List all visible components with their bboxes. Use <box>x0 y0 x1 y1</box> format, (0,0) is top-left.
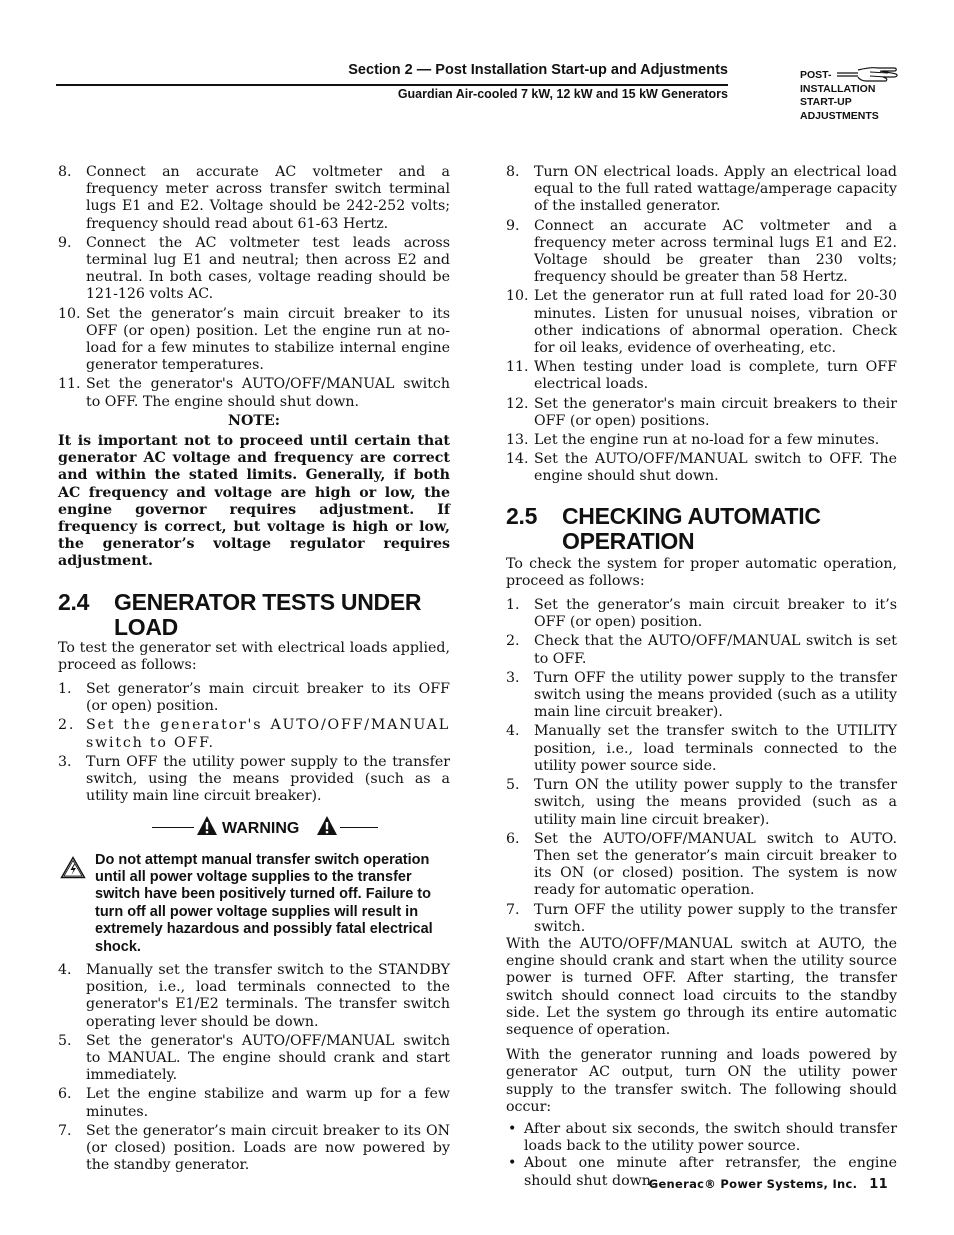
item-text: When testing under load is complete, turn OFF electrical loads. <box>534 359 897 393</box>
item-text: Turn OFF the utility power supply to the transfer switch using the means provided (such as a utility main line circuit breaker). <box>534 669 897 721</box>
bullet-text: About one minute after retransfer, the engine should shut down. <box>524 1155 897 1189</box>
section-intro: To check the system for proper automatic operation, proceed as follows: <box>506 555 897 589</box>
list-item <box>506 288 897 357</box>
item-text: Let the generator run at full rated load for 20-30 minutes. Listen for unusual noises, vibration or other indications of abnormal operation. Check for oil leaks, evidence of overheating, etc. <box>534 288 897 357</box>
section-title-line: OPERATION <box>562 527 695 554</box>
warning-rule-left <box>152 827 194 828</box>
item-text: Manually set the transfer switch to the STANDBY position, i.e., load terminals connected to the generator's E1/E2 terminals. The transfer switch operating lever should be down. <box>86 961 450 1030</box>
item-number: 5. <box>506 777 520 794</box>
item-text: Let the engine run at no-load for a few minutes. <box>534 432 880 449</box>
warning-icon <box>316 815 338 836</box>
left-column <box>58 164 450 1176</box>
warning-icon <box>196 815 218 836</box>
section-heading <box>58 590 450 640</box>
list-item <box>58 717 450 751</box>
item-number: 6. <box>58 1086 72 1103</box>
list-item <box>58 306 450 375</box>
list-item <box>506 359 897 393</box>
item-number: 7. <box>506 901 520 918</box>
item-text: Turn OFF the utility power supply to the transfer switch, using the means provided (such as a utility main line circuit breaker). <box>86 753 450 805</box>
item-text: Set the generator’s main circuit breaker to it’s OFF (or open) position. <box>534 597 897 631</box>
footer-company: Generac® Power Systems, Inc. <box>648 1177 858 1191</box>
item-text: Manually set the transfer switch to the UTILITY position, i.e., load terminals connected to the utility power source side. <box>534 723 897 774</box>
item-number: 10. <box>58 305 81 322</box>
list-item <box>58 681 450 715</box>
bullet-item <box>506 1121 897 1155</box>
list-item <box>506 633 897 667</box>
item-number: 5. <box>58 1032 72 1049</box>
section-intro: To test the generator set with electrical loads applied, proceed as follows: <box>58 639 450 673</box>
page-footer <box>649 1177 888 1192</box>
list-item <box>506 902 897 936</box>
item-number: 8. <box>506 164 520 180</box>
item-number: 2. <box>506 633 520 650</box>
bullet-icon: • <box>508 1120 517 1137</box>
item-number: 11. <box>506 359 529 376</box>
side-label-line: POST- <box>800 69 832 81</box>
item-text: Turn ON electrical loads. Apply an electrical load equal to the full rated wattage/amperage capacity of the installed generator. <box>534 164 897 215</box>
item-number: 6. <box>506 830 520 847</box>
item-number: 3. <box>58 753 72 770</box>
note-title: NOTE: <box>228 412 280 429</box>
list-item <box>506 218 897 287</box>
item-number: 2. <box>58 717 76 734</box>
pointing-hand-icon <box>836 64 900 84</box>
procedure-list <box>506 597 897 936</box>
body-paragraph: With the generator running and loads powered by generator AC output, turn ON the utility power supply to the transfer switch. The following should occur: <box>506 1047 897 1115</box>
item-text: Set the generator's AUTO/OFF/MANUAL switch to MANUAL. The engine should crank and start immediately. <box>86 1032 450 1084</box>
list-item <box>58 1123 450 1175</box>
item-number: 1. <box>58 681 72 698</box>
item-text: Set the generator's AUTO/OFF/MANUAL switch to OFF. The engine should shut down. <box>86 376 450 410</box>
item-number: 1. <box>506 597 520 614</box>
bullet-text: After about six seconds, the switch should transfer loads back to the utility power source. <box>524 1120 897 1155</box>
item-text: Turn OFF the utility power supply to the transfer switch. <box>534 901 897 935</box>
item-number: 3. <box>506 669 520 686</box>
right-column <box>506 164 897 1190</box>
note-body: It is important not to proceed until certain that generator AC voltage and frequency are correct and within the stated limits. Generally, if both AC frequency and voltage are high or low, the engine governor requires adjustment. If frequency is correct, but voltage is high or low, the generator’s voltage regulator requires adjustment. <box>58 433 450 570</box>
list-item <box>58 376 450 410</box>
side-label-line: ADJUSTMENTS <box>800 109 879 122</box>
procedure-list <box>506 164 897 486</box>
side-label-line: INSTALLATION <box>800 82 876 95</box>
list-item <box>58 962 450 1031</box>
item-number: 8. <box>58 164 72 180</box>
item-text: Set generator’s main circuit breaker to its OFF (or open) position. <box>86 681 450 715</box>
list-item <box>506 670 897 722</box>
item-number: 9. <box>58 234 72 251</box>
warning-rule-right <box>340 827 378 828</box>
item-number: 7. <box>58 1122 72 1139</box>
section-header-title: Section 2 — Post Installation Start-up and Adjustments <box>348 62 728 78</box>
item-text: Connect an accurate AC voltmeter and a frequency meter across terminal lugs E1 and E2. Voltage should be greater than 230 volts; frequency should be greater than 58 Hertz. <box>534 217 897 286</box>
item-text: Let the engine stabilize and warm up for a few minutes. <box>86 1086 450 1120</box>
list-item <box>506 597 897 631</box>
list-item <box>58 1086 450 1120</box>
list-item <box>58 235 450 304</box>
body-paragraph: With the AUTO/OFF/MANUAL switch at AUTO, the engine should crank and start when the utility source power is turned OFF. After starting, the transfer switch should connect load circuits to the standby side. Let the system go through its entire automatic sequence of operation. <box>506 935 897 1038</box>
warning-text: Do not attempt manual transfer switch operation until all power voltage supplies to the transfer switch have been positively turned off. Failure to turn off all power voltage supplies will result in extremely hazardous and possibly fatal electrical shock. <box>95 851 433 955</box>
list-item <box>506 164 897 216</box>
list-item <box>58 754 450 806</box>
section-title <box>562 504 821 554</box>
bullet-icon: • <box>508 1155 517 1172</box>
procedure-list <box>58 962 450 1174</box>
item-number: 4. <box>506 723 520 740</box>
section-title-line: CHECKING AUTOMATIC <box>562 502 821 529</box>
item-text: Connect an accurate AC voltmeter and a frequency meter across transfer switch terminal lugs E1 and E2. Voltage should be 242-252 volts; frequency should read about 61-63 Hertz. <box>86 164 450 232</box>
item-number: 13. <box>506 432 529 449</box>
list-item <box>506 777 897 829</box>
list-item <box>506 451 897 485</box>
item-text: Set the AUTO/OFF/MANUAL switch to AUTO. Then set the generator’s main circuit breaker to its ON (or closed) position. The system is now ready for automatic operation. <box>534 830 897 899</box>
item-number: 11. <box>58 376 81 393</box>
header-rule <box>56 84 728 86</box>
list-item <box>506 432 897 449</box>
warning-box <box>58 852 450 956</box>
item-number: 12. <box>506 395 529 412</box>
procedure-list <box>58 681 450 805</box>
item-number: 4. <box>58 961 72 978</box>
item-number: 9. <box>506 217 520 234</box>
list-item <box>506 831 897 900</box>
section-number: 2.5 <box>506 502 538 529</box>
section-number: 2.4 <box>58 588 90 615</box>
item-text: Turn ON the utility power supply to the transfer switch, using the means provided (such as a utility main line circuit breaker). <box>534 777 897 828</box>
item-text: Connect the AC voltmeter test leads across terminal lug E1 and neutral; then across E2 and neutral. In both cases, voltage reading should be 121-126 volts AC. <box>86 234 450 303</box>
side-label-line: START-UP <box>800 96 852 108</box>
item-text: Check that the AUTO/OFF/MANUAL switch is set to OFF. <box>534 633 897 667</box>
item-text: Set the generator's main circuit breakers to their OFF (or open) positions. <box>534 395 897 429</box>
section-title: GENERATOR TESTS UNDER LOAD <box>114 588 422 640</box>
list-item <box>506 723 897 775</box>
list-item <box>58 1033 450 1085</box>
item-text: Set the generator’s main circuit breaker to its OFF (or open) position. Let the engine run at no-load for a few minutes to stabilize internal engine generator temperatures. <box>86 305 450 374</box>
section-header-subtitle: Guardian Air-cooled 7 kW, 12 kW and 15 kW Generators <box>397 87 728 101</box>
hazard-icon <box>60 856 86 879</box>
warning-banner <box>58 814 450 842</box>
list-item <box>58 164 450 233</box>
warning-label: WARNING <box>222 819 300 837</box>
item-text: Set the AUTO/OFF/MANUAL switch to OFF. The engine should shut down. <box>534 451 897 485</box>
section-heading <box>506 504 897 554</box>
procedure-list <box>58 164 450 411</box>
item-text: Set the generator's AUTO/OFF/MANUAL switch to OFF. <box>86 717 450 751</box>
page-number: 11 <box>869 1177 888 1192</box>
list-item <box>506 396 897 430</box>
item-number: 10. <box>506 288 529 305</box>
item-text: Set the generator’s main circuit breaker to its ON (or closed) position. Loads are now powered by the standby generator. <box>86 1122 450 1174</box>
item-number: 14. <box>506 451 529 468</box>
